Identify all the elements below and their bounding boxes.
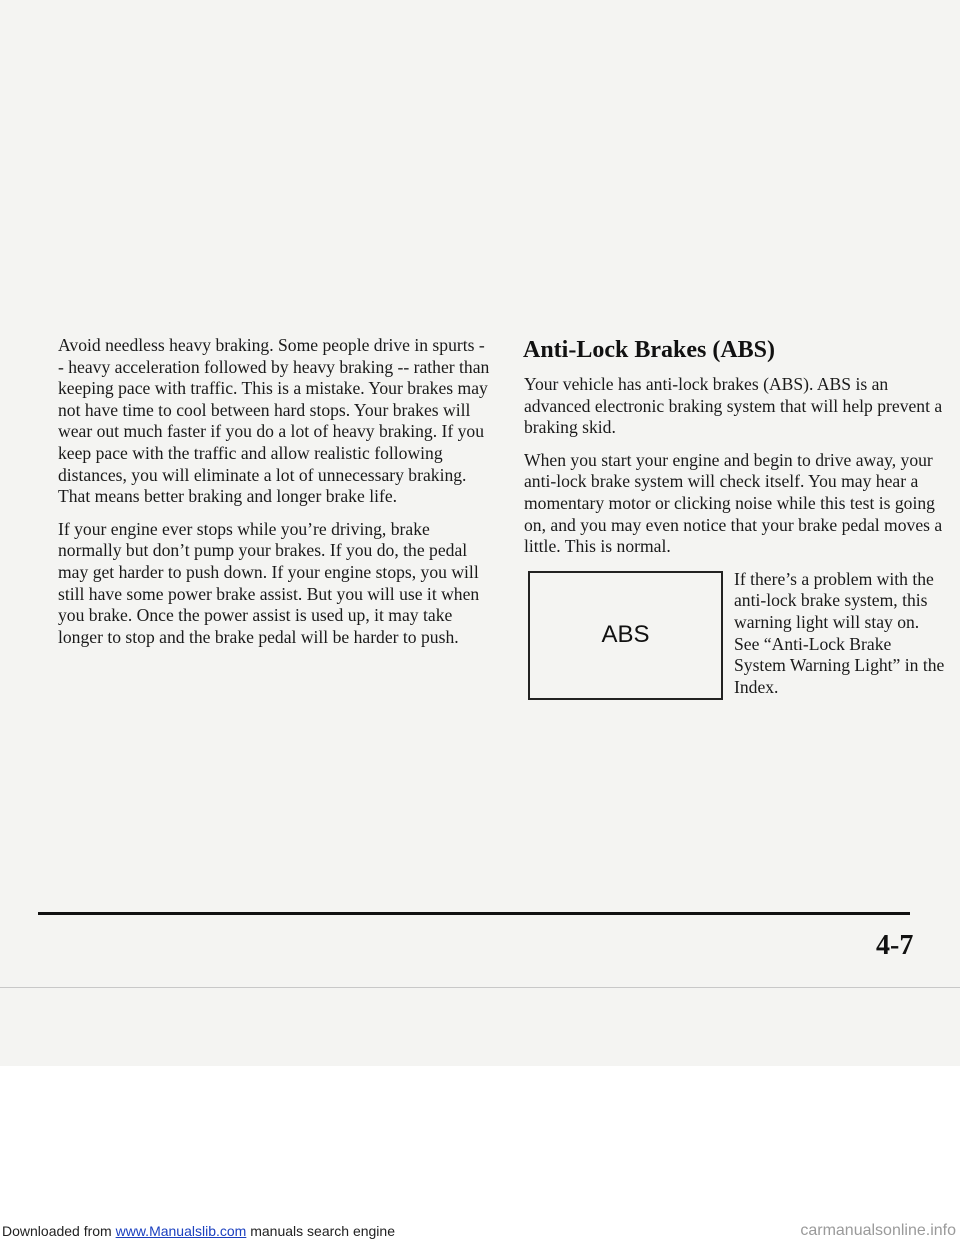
abs-warning-light-caption: If there’s a problem with the anti-lock brake system, this warning light will stay on. See “Anti-Lock Brake System Warning Light” in the Index. <box>734 568 945 697</box>
paragraph-heavy-braking: Avoid needless heavy braking. Some people drive in spurts -- heavy acceleration followed by heavy braking -- rather than keeping pace with traffic. This is a mistake. Your brakes may not have time to cool between hard stops. Your brakes will wear out much faster if you do a lot of heavy braking. If you keep pace with the traffic and allow realistic following distances, you will eliminate a lot of unnecessary braking. That means better braking and longer brake life. <box>58 335 490 507</box>
manualslib-link[interactable]: www.Manualslib.com <box>115 1223 247 1239</box>
abs-warning-light-icon <box>528 571 723 700</box>
paragraph-engine-stops: If your engine ever stops while you’re driving, brake normally but don’t pump your brakes. If you do, the pedal may get harder to push down. If your engine stops, you will still have some power brake assist. But you will use it when you brake. Once the power assist is used up, it may take longer to stop and the brake pedal will be harder to push. <box>58 518 480 647</box>
section-heading-abs: Anti-Lock Brakes (ABS) <box>523 337 776 363</box>
footer-band <box>0 1066 960 1242</box>
download-credit-suffix: manuals search engine <box>246 1223 395 1239</box>
download-credit <box>2 1223 395 1239</box>
page-footer-rule <box>38 912 910 915</box>
abs-warning-light-label: ABS <box>601 621 650 649</box>
scan-edge-line <box>0 987 960 988</box>
paragraph-abs-intro: Your vehicle has anti-lock brakes (ABS). ABS is an advanced electronic braking system that will help prevent a braking skid. <box>524 374 943 438</box>
page-number: 4-7 <box>876 930 914 961</box>
abs-warning-light-row <box>524 569 944 719</box>
paragraph-abs-selfcheck: When you start your engine and begin to drive away, your anti-lock brake system will check itself. You may hear a momentary motor or clicking noise while this test is going on, and you may even notice that your brake pedal moves a little. This is normal. <box>524 449 943 557</box>
download-credit-prefix: Downloaded from <box>2 1223 116 1239</box>
right-column <box>524 335 944 719</box>
left-column <box>58 335 490 659</box>
watermark-text: carmanualsonline.info <box>800 1222 956 1239</box>
